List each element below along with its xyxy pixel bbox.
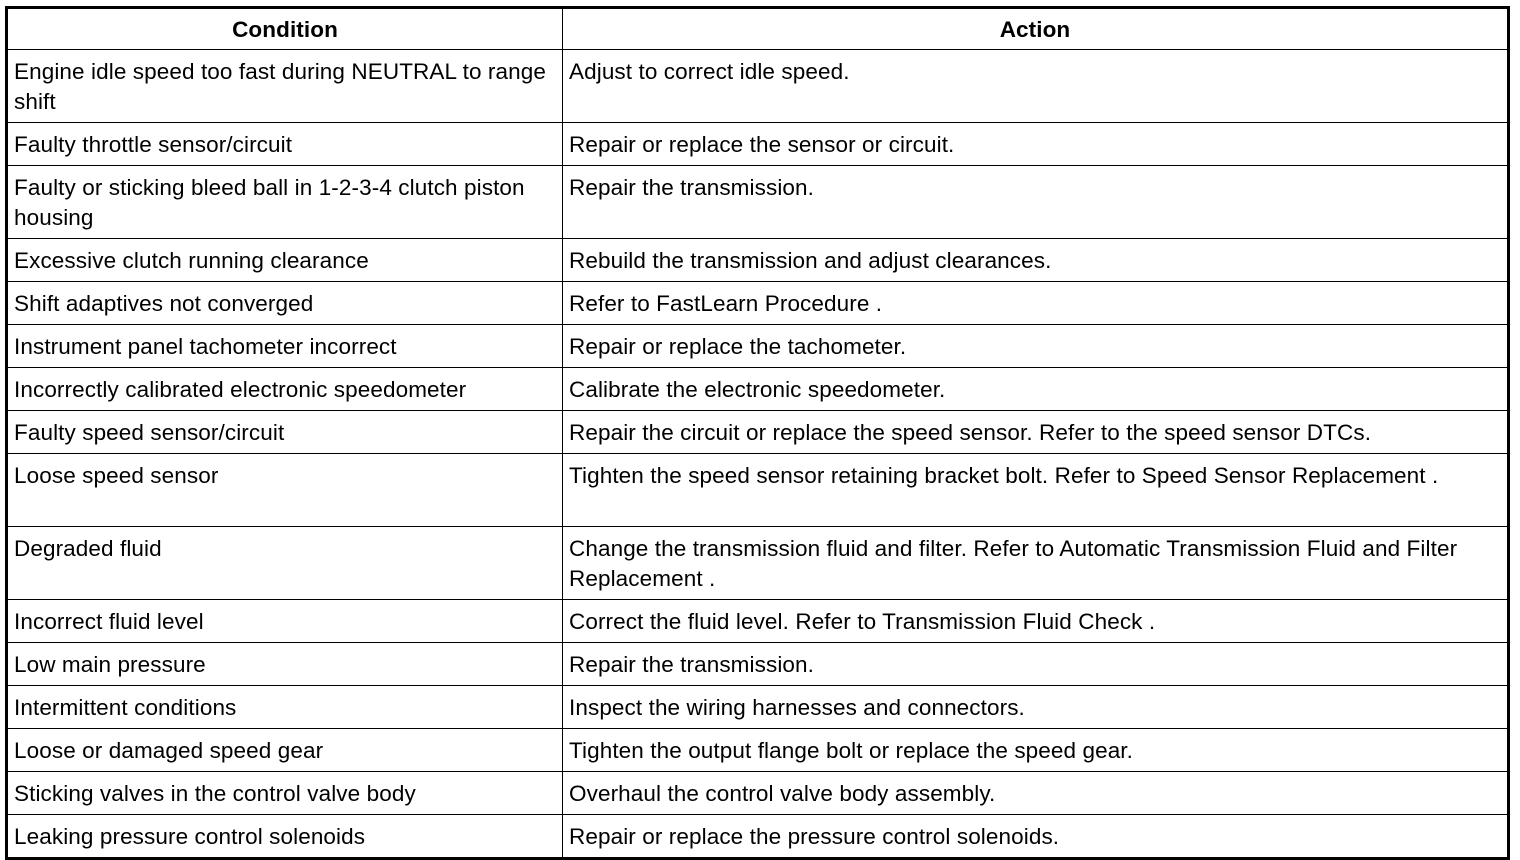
condition-cell: Faulty speed sensor/circuit xyxy=(7,411,563,454)
table-row xyxy=(7,166,1509,239)
table-row xyxy=(7,527,1509,600)
table-row xyxy=(7,50,1509,123)
action-cell: Overhaul the control valve body assembly. xyxy=(563,772,1509,815)
table-header-row xyxy=(7,8,1509,50)
condition-cell: Sticking valves in the control valve body xyxy=(7,772,563,815)
action-cell: Repair or replace the tachometer. xyxy=(563,325,1509,368)
action-cell: Inspect the wiring harnesses and connectors. xyxy=(563,686,1509,729)
action-cell: Repair the transmission. xyxy=(563,643,1509,686)
condition-cell: Intermittent conditions xyxy=(7,686,563,729)
condition-cell: Incorrect fluid level xyxy=(7,600,563,643)
table-row xyxy=(7,282,1509,325)
table-row xyxy=(7,368,1509,411)
action-cell: Tighten the output flange bolt or replace the speed gear. xyxy=(563,729,1509,772)
table-row xyxy=(7,600,1509,643)
table-row xyxy=(7,454,1509,527)
condition-cell: Excessive clutch running clearance xyxy=(7,239,563,282)
table-row xyxy=(7,123,1509,166)
table-row xyxy=(7,411,1509,454)
action-cell: Repair the circuit or replace the speed sensor. Refer to the speed sensor DTCs. xyxy=(563,411,1509,454)
condition-cell: Faulty throttle sensor/circuit xyxy=(7,123,563,166)
table-row xyxy=(7,729,1509,772)
condition-cell: Instrument panel tachometer incorrect xyxy=(7,325,563,368)
condition-cell: Faulty or sticking bleed ball in 1-2-3-4 clutch piston housing xyxy=(7,166,563,239)
action-cell: Change the transmission fluid and filter. Refer to Automatic Transmission Fluid and Filter Replacement . xyxy=(563,527,1509,600)
condition-cell: Loose speed sensor xyxy=(7,454,563,527)
table-row xyxy=(7,239,1509,282)
table-row xyxy=(7,772,1509,815)
action-cell: Repair the transmission. xyxy=(563,166,1509,239)
action-cell: Refer to FastLearn Procedure . xyxy=(563,282,1509,325)
diagnosis-table-container xyxy=(5,6,1507,860)
table-row xyxy=(7,686,1509,729)
table-row xyxy=(7,325,1509,368)
action-cell: Calibrate the electronic speedometer. xyxy=(563,368,1509,411)
condition-cell: Engine idle speed too fast during NEUTRAL to range shift xyxy=(7,50,563,123)
action-cell: Adjust to correct idle speed. xyxy=(563,50,1509,123)
header-condition: Condition xyxy=(7,8,563,50)
condition-action-table xyxy=(5,6,1510,860)
action-cell: Repair or replace the sensor or circuit. xyxy=(563,123,1509,166)
condition-cell: Incorrectly calibrated electronic speedometer xyxy=(7,368,563,411)
action-cell: Tighten the speed sensor retaining bracket bolt. Refer to Speed Sensor Replacement . xyxy=(563,454,1509,527)
condition-cell: Loose or damaged speed gear xyxy=(7,729,563,772)
action-cell: Correct the fluid level. Refer to Transmission Fluid Check . xyxy=(563,600,1509,643)
action-cell: Repair or replace the pressure control solenoids. xyxy=(563,815,1509,859)
table-row xyxy=(7,643,1509,686)
table-row xyxy=(7,815,1509,859)
action-cell: Rebuild the transmission and adjust clearances. xyxy=(563,239,1509,282)
header-action: Action xyxy=(563,8,1509,50)
condition-cell: Low main pressure xyxy=(7,643,563,686)
condition-cell: Leaking pressure control solenoids xyxy=(7,815,563,859)
condition-cell: Shift adaptives not converged xyxy=(7,282,563,325)
condition-cell: Degraded fluid xyxy=(7,527,563,600)
